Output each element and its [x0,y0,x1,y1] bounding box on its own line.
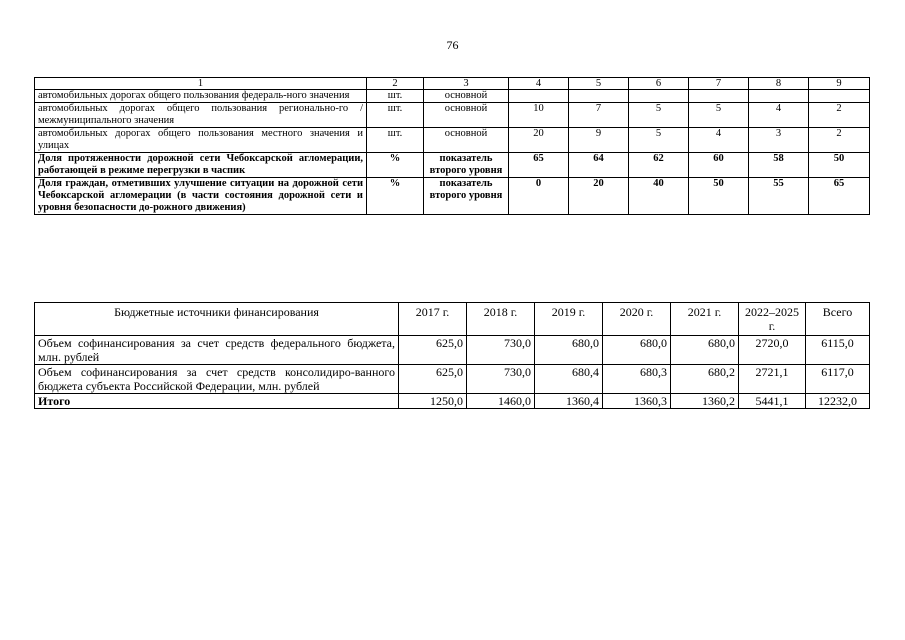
col-header: Бюджетные источники финансирования [35,303,399,336]
indicator-name: автомобильных дорогах общего пользования федераль-ного значения [35,90,367,103]
financing-header-row [35,303,870,336]
table-row [35,153,870,178]
value-cell: 680,0 [603,336,671,365]
col-header: 3 [424,78,509,90]
value-cell: 1360,4 [535,394,603,409]
col-header: 2 [367,78,424,90]
value-cell: 0 [509,178,569,215]
table-row [35,90,870,103]
value-cell: 7 [569,103,629,128]
col-header: 2021 г. [671,303,739,336]
value-cell: 4 [689,128,749,153]
value-cell: 60 [689,153,749,178]
value-cell: 680,2 [671,365,739,394]
unit: % [367,178,424,215]
value-cell: 5 [689,103,749,128]
value-cell: 730,0 [467,336,535,365]
value-cell: 20 [509,128,569,153]
col-header: 8 [749,78,809,90]
col-header: 2017 г. [399,303,467,336]
value-cell: 6117,0 [806,365,870,394]
value-cell: 2720,0 [739,336,806,365]
unit: % [367,153,424,178]
total-row [35,394,870,409]
value-cell: 2 [809,128,870,153]
financing-table [34,302,870,409]
col-header: 9 [809,78,870,90]
value-cell: 625,0 [399,365,467,394]
value-cell: 6115,0 [806,336,870,365]
indicator-type: основной [424,90,509,103]
col-header: 6 [629,78,689,90]
indicators-header-row [35,78,870,90]
indicator-name: автомобильных дорогах общего пользования регионально-го / межмуниципального значения [35,103,367,128]
value-cell: 5441,1 [739,394,806,409]
value-cell: 2721,1 [739,365,806,394]
value-cell: 730,0 [467,365,535,394]
value-cell: 1360,3 [603,394,671,409]
table-row [35,365,870,394]
unit: шт. [367,128,424,153]
col-header: 2019 г. [535,303,603,336]
value-cell: 55 [749,178,809,215]
value-cell: 65 [809,178,870,215]
indicator-type: показатель второго уровня [424,178,509,215]
value-cell: 40 [629,178,689,215]
value-cell: 680,0 [535,336,603,365]
indicator-type: основной [424,103,509,128]
value-cell: 12232,0 [806,394,870,409]
value-cell [569,90,629,103]
value-cell: 58 [749,153,809,178]
value-cell: 680,3 [603,365,671,394]
value-cell: 3 [749,128,809,153]
table-row [35,336,870,365]
value-cell: 680,4 [535,365,603,394]
indicators-table [34,77,870,215]
value-cell [629,90,689,103]
value-cell: 64 [569,153,629,178]
indicator-name: Доля граждан, отметивших улучшение ситуации на дорожной сети Чебоксарской агломерации (в части состояния дорожной сети и уровня безопасности до-рожного движения) [35,178,367,215]
col-header: 2022–2025 г. [739,303,806,336]
value-cell: 50 [809,153,870,178]
col-header: 7 [689,78,749,90]
value-cell: 9 [569,128,629,153]
table-row [35,128,870,153]
table-row [35,178,870,215]
value-cell [809,90,870,103]
value-cell [689,90,749,103]
value-cell: 62 [629,153,689,178]
value-cell: 4 [749,103,809,128]
total-label: Итого [35,394,399,409]
value-cell: 5 [629,103,689,128]
value-cell: 65 [509,153,569,178]
indicator-name: Доля протяженности дорожной сети Чебоксарской агломерации, работающей в режиме перегрузки в часпик [35,153,367,178]
unit: шт. [367,103,424,128]
indicator-name: автомобильных дорогах общего пользования местного значения и улицах [35,128,367,153]
value-cell: 5 [629,128,689,153]
page-number: 76 [446,38,459,52]
col-header: 2018 г. [467,303,535,336]
source-name: Объем софинансирования за счет средств федерального бюджета, млн. рублей [35,336,399,365]
col-header: 2020 г. [603,303,671,336]
value-cell: 20 [569,178,629,215]
value-cell: 1250,0 [399,394,467,409]
col-header: 4 [509,78,569,90]
source-name: Объем софинансирования за счет средств консолидиро-ванного бюджета субъекта Российской Федерации, млн. рублей [35,365,399,394]
indicator-type: основной [424,128,509,153]
value-cell: 2 [809,103,870,128]
table-row [35,103,870,128]
value-cell [509,90,569,103]
unit: шт. [367,90,424,103]
value-cell: 680,0 [671,336,739,365]
value-cell: 625,0 [399,336,467,365]
value-cell: 50 [689,178,749,215]
indicator-type: показатель второго уровня [424,153,509,178]
col-header: 5 [569,78,629,90]
value-cell [749,90,809,103]
col-header: 1 [35,78,367,90]
value-cell: 1460,0 [467,394,535,409]
col-header: Всего [806,303,870,336]
value-cell: 10 [509,103,569,128]
value-cell: 1360,2 [671,394,739,409]
